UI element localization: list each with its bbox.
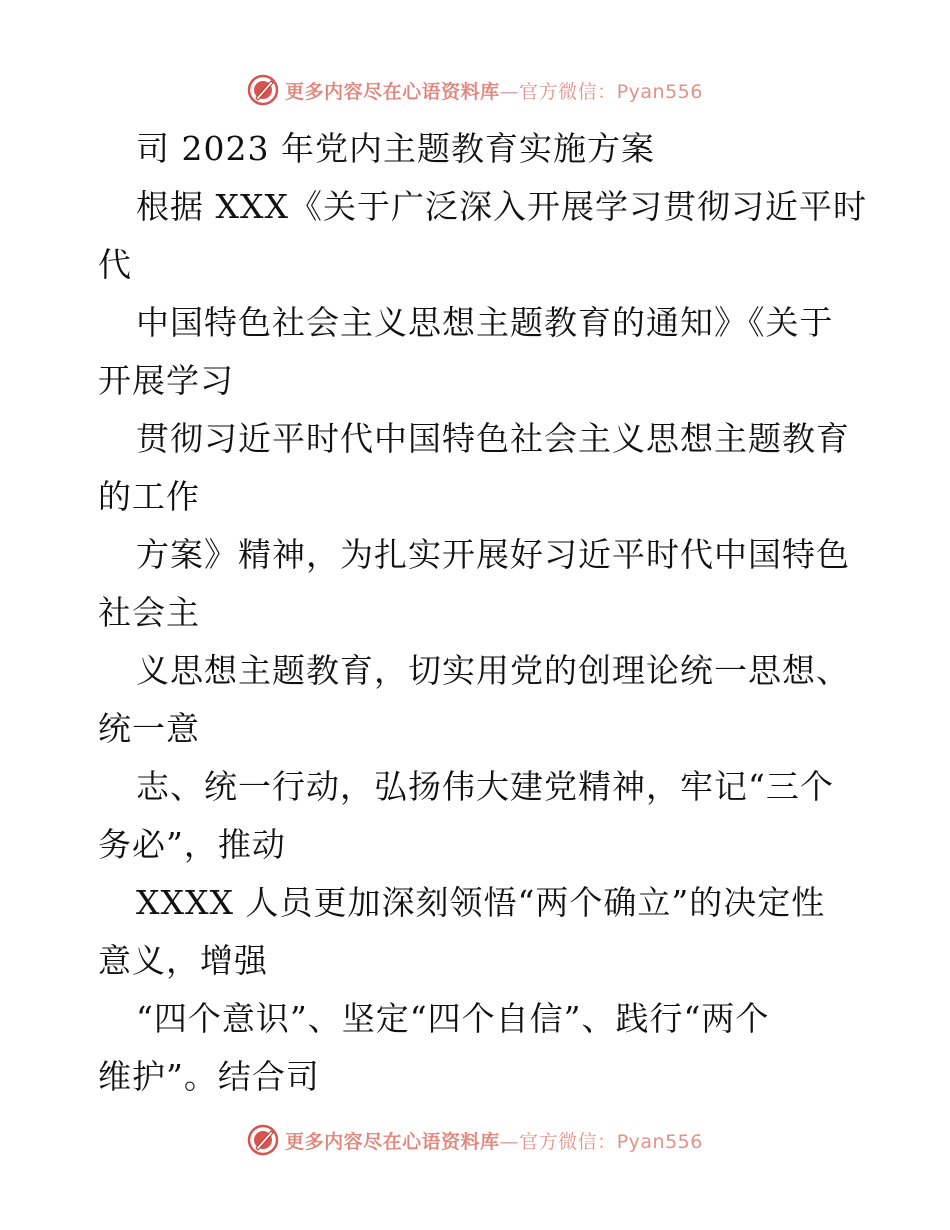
document-line: 义思想主题教育，切实用党的创理论统一思想、 (136, 651, 850, 690)
promo-text: 更多内容尽在心语资料库 (285, 80, 500, 103)
document-body (98, 120, 867, 1106)
wechat-id: Pyan556 (616, 1130, 703, 1153)
document-line: 方案》精神，为扎实开展好习近平时代中国特色 (136, 535, 850, 574)
document-line: 社会主 (98, 593, 200, 632)
document-line: 务必”，推动 (98, 825, 286, 864)
document-line: 维护”。结合司 (98, 1057, 320, 1096)
quill-seal-icon (247, 1124, 279, 1156)
document-line: 意义，增强 (98, 941, 268, 980)
separator: — (499, 80, 520, 103)
document-line: 根据 XXX《关于广泛深入开展学习贯彻习近平时 (136, 187, 867, 226)
wechat-label: 官方微信： (519, 1130, 617, 1153)
document-line: 中国特色社会主义思想主题教育的通知》《关于 (136, 303, 834, 342)
document-line: 统一意 (98, 709, 200, 748)
document-line: 志、统一行动，弘扬伟大建党精神，牢记“三个 (136, 767, 834, 806)
document-line: 代 (98, 245, 132, 284)
document-line: XXXX 人员更加深刻领悟“两个确立”的决定性 (136, 883, 826, 922)
promo-text: 更多内容尽在心语资料库 (285, 1130, 500, 1153)
document-line: “四个意识”、坚定“四个自信”、践行“两个 (136, 999, 770, 1038)
quill-seal-icon (247, 74, 279, 106)
document-line: 贯彻习近平时代中国特色社会主义思想主题教育 (136, 419, 850, 458)
document-line: 开展学习 (98, 361, 234, 400)
footer-banner (0, 1120, 950, 1160)
wechat-id: Pyan556 (616, 80, 703, 103)
banner-text (285, 77, 703, 104)
separator: — (499, 1130, 520, 1153)
wechat-label: 官方微信： (519, 80, 617, 103)
document-line: 司 2023 年党内主题教育实施方案 (136, 129, 655, 168)
banner-text (285, 1127, 703, 1154)
header-banner (0, 70, 950, 110)
document-line: 的工作 (98, 477, 200, 516)
